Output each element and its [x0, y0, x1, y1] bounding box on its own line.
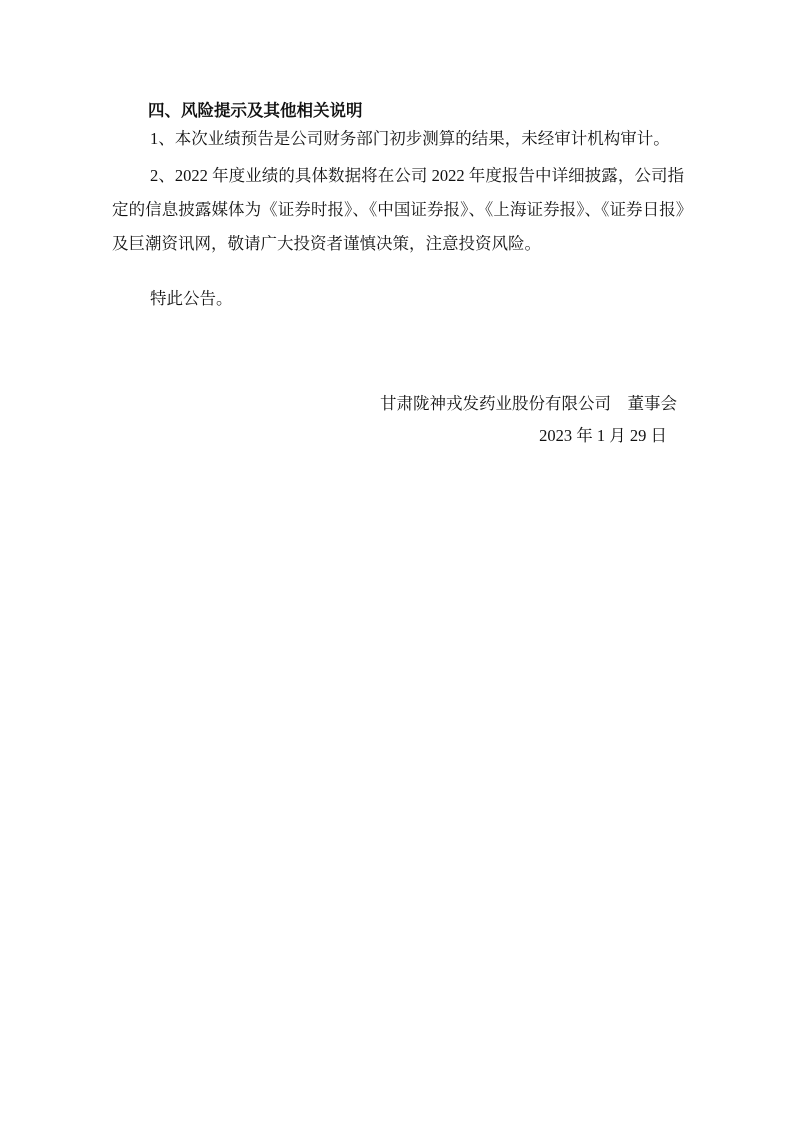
signature-company: 甘肃陇神戎发药业股份有限公司 董事会: [380, 394, 677, 413]
section-heading: 四、风险提示及其他相关说明: [148, 101, 363, 120]
paragraph-audit-note: 1、本次业绩预告是公司财务部门初步测算的结果，未经审计机构审计。: [150, 129, 670, 148]
closing-statement: 特此公告。: [150, 289, 233, 308]
paragraph-disclosure-media: 2、2022 年度业绩的具体数据将在公司 2022 年度报告中详细披露，公司指定的信息披露媒体为《证券时报》、《中国证券报》、《上海证券报》、《证券日报》及巨潮资讯网，敬请广大投资者谨慎决策，注意投资风险。: [112, 166, 684, 253]
signature-date: 2023 年 1 月 29 日: [539, 426, 667, 445]
